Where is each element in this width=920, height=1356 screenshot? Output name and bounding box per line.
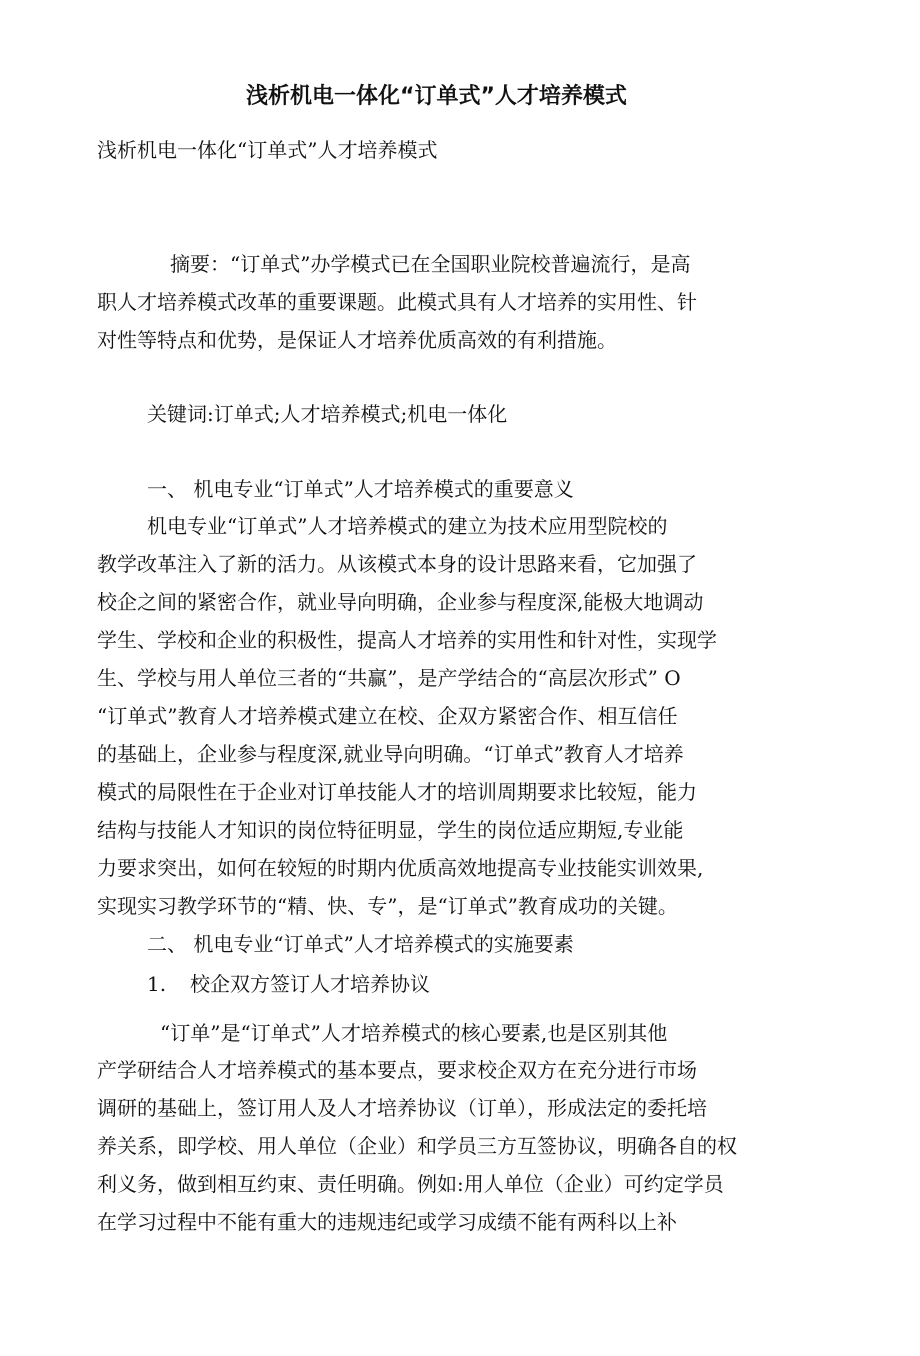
abstract-line: 职人才培养模式改革的重要课题。此模式具有人才培养的实用性、针 xyxy=(97,290,697,314)
paragraph-line: 结构与技能人才知识的岗位特征明显，学生的岗位适应期短,专业能 xyxy=(97,818,684,842)
paragraph-line: “订单”是“订单式”人才培养模式的核心要素,也是区别其他 xyxy=(160,1021,668,1045)
paragraph-line: 实现实习教学环节的“精、快、专”，是“订单式”教育成功的关键。 xyxy=(97,894,678,918)
paragraph-line: 在学习过程中不能有重大的违规违纪或学习成绩不能有两科以上补 xyxy=(97,1210,677,1234)
paragraph-line: 产学研结合人才培养模式的基本要点，要求校企双方在充分进行市场 xyxy=(97,1058,697,1082)
paragraph-line: 的基础上，企业参与程度深,就业导向明确。“订单式”教育人才培养 xyxy=(97,742,684,766)
paragraph-line: 力要求突出，如何在较短的时期内优质高效地提高专业技能实训效果, xyxy=(97,856,704,880)
paragraph-line: 教学改革注入了新的活力。从该模式本身的设计思路来看，它加强了 xyxy=(97,552,697,576)
paragraph-line: 模式的局限性在于企业对订单技能人才的培训周期要求比较短，能力 xyxy=(97,780,697,804)
paragraph-line: 生、学校与用人单位三者的“共赢”，是产学结合的“高层次形式” O xyxy=(97,666,681,690)
keywords: 关键词:订单式;人才培养模式;机电一体化 xyxy=(147,402,508,426)
paragraph-line: 养关系，即学校、用人单位（企业）和学员三方互签协议，明确各自的权 xyxy=(97,1134,737,1158)
paragraph-line: 调研的基础上，签订用人及人才培养协议（订单），形成法定的委托培 xyxy=(97,1096,707,1120)
paragraph-line: 机电专业“订单式”人才培养模式的建立为技术应用型院校的 xyxy=(147,514,668,538)
paragraph-line: 校企之间的紧密合作，就业导向明确，企业参与程度深,能极大地调动 xyxy=(97,590,704,614)
abstract-line: 摘要：“订单式”办学模式已在全国职业院校普遍流行，是高 xyxy=(170,252,691,276)
abstract-line: 对性等特点和优势，是保证人才培养优质高效的有利措施。 xyxy=(97,328,617,352)
subtitle: 浅析机电一体化“订单式”人才培养模式 xyxy=(97,138,438,162)
paragraph-line: “订单式”教育人才培养模式建立在校、企双方紧密合作、相互信任 xyxy=(97,704,678,728)
subsection-title: 校企双方签订人才培养协议 xyxy=(190,972,430,996)
paragraph-line: 学生、学校和企业的积极性，提高人才培养的实用性和针对性，实现学 xyxy=(97,628,717,652)
page-title: 浅析机电一体化“订单式”人才培养模式 xyxy=(246,84,627,109)
subsection-number: 1. xyxy=(147,972,167,996)
section-heading: 一、 机电专业“订单式”人才培养模式的重要意义 xyxy=(147,477,574,501)
paragraph-line: 利义务，做到相互约束、责任明确。例如:用人单位（企业）可约定学员 xyxy=(97,1172,724,1196)
section-heading: 二、 机电专业“订单式”人才培养模式的实施要素 xyxy=(147,932,574,956)
